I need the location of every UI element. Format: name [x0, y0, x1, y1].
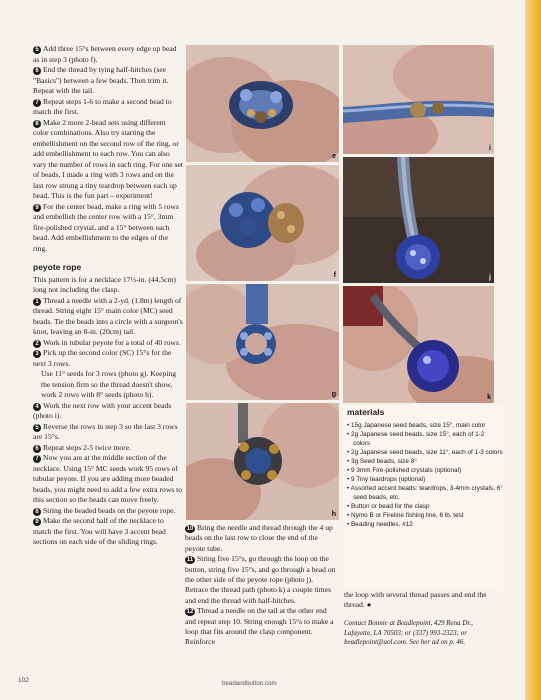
rope-step-8: [33, 506, 183, 517]
rope-step-3-detail: Use 11° seeds for 3 rows (photo g). Keeping the tension firm so the thread doesn't show, work 2 rows with 8° seeds (photo h).: [41, 369, 176, 399]
rope-step-4: [33, 401, 183, 422]
materials-item: • 9 3mm Fire-polished crystals (optional): [347, 467, 462, 474]
step-6: [33, 65, 183, 97]
author-contact: Contact Bonnie at Beadlepoint, 429 Rena Dr., Lafayette, LA 70503; or (337) 993-2323; or beadlepoint@aol.com. See her ad on p. 46.: [344, 618, 473, 647]
step-text: Make 2 more 2-bead sets using different color combinations. Also try starting the embellishment on the second row of the ring, or add embellishment to each row. You can also vary the number of rows in each ring. For one set of beads, I made a ring with 3 rows and on the last row strung a tiny teardrop between each up bead. This is the fun part – experiment!: [33, 117, 183, 200]
end-mark-icon: ●: [366, 600, 372, 610]
rope-step-6: [33, 443, 183, 454]
bead-ring-photo-f-image: [186, 165, 339, 281]
step-number-icon: 8: [33, 508, 41, 516]
step-text: Thread a needle with a 2-yd. (1.8m) length of thread. String eight 15° main color (MC) seed beads. Tie the beads into a circle with a surgeon's knot, leaving an 8-in. (20cm) tail.: [33, 295, 183, 336]
left-text-column: [33, 44, 183, 548]
step-number-icon: 11: [186, 557, 194, 564]
rope-step-5: [33, 422, 183, 443]
peyote-intro: This pattern is for a necklace 17½-in. (44.5cm) long not including the clasp.: [33, 274, 176, 294]
photo-label-j: j: [489, 274, 491, 281]
step-8: [33, 118, 183, 202]
clasp-button-photo-k-image: [343, 286, 494, 403]
step-number-icon: 7: [33, 99, 41, 107]
step-text: End the thread by tying half-hitches (see "Basics") between a few beads. Then trim it. Repeat with the tail.: [33, 65, 169, 95]
materials-title: materials: [347, 407, 385, 417]
photo-j: [343, 157, 494, 283]
step-number-icon: 6: [33, 67, 41, 75]
step-text: Pick up the second color (SC) 15°s for the next 3 rows.: [33, 348, 172, 368]
bead-ring-photo-e-image: [186, 45, 339, 162]
rope-step-7: [33, 453, 183, 506]
rope-step-1: [33, 296, 183, 338]
step-text: String the beaded beads on the peyote rope.: [43, 505, 176, 515]
step-number-icon: 10: [186, 526, 194, 532]
step-text: Reverse the rows in step 3 so the last 3 rows are 15°s.: [33, 421, 178, 441]
step-5: [33, 44, 183, 65]
step-number-icon: 2: [33, 340, 41, 348]
photo-label-i: i: [489, 145, 491, 152]
photo-i: [343, 45, 494, 154]
step-text: Bring the needle and thread through the 4 up beads on the last row to close the end of the peyote tube.: [185, 523, 333, 553]
middle-text-column: [185, 523, 337, 648]
step-text: String five 15°s, go through the loop on the button, string five 15°s, and go through a bead on the other side of the peyote rope (photo j). Retrace the thread path (photo k) a couple times and end the thread with half-hitches.: [185, 554, 336, 605]
step-text: Add three 15°s between every edge up bead as in step 3 (photo f).: [33, 44, 177, 64]
photo-f: [186, 165, 339, 281]
step-number-icon: 1: [33, 298, 41, 306]
materials-item: • 2g Japanese seed beads, size 15°, each of 1-2 colors: [347, 431, 485, 447]
materials-item: • 9 Tiny teardrops (optional): [347, 476, 426, 483]
materials-item: • 2g Japanese seed beads, size 11°, each of 1-3 colors: [347, 449, 503, 456]
rope-step-12: [185, 606, 337, 648]
step-number-icon: 5: [33, 424, 41, 432]
photo-label-k: k: [487, 394, 491, 401]
materials-box: [343, 405, 503, 590]
step-text: Repeat steps 2-5 twice more.: [43, 442, 131, 452]
section-heading-peyote-rope: peyote rope: [33, 262, 82, 272]
step-text: Work the next row with your accent beads (photo i).: [33, 400, 172, 420]
rope-step-3: [33, 348, 183, 369]
photo-label-f: f: [333, 272, 336, 279]
step-9: [33, 202, 183, 255]
step-number-icon: 4: [33, 403, 41, 411]
peyote-rope-photo-i-image: [343, 45, 494, 154]
page-number: 102: [18, 677, 29, 684]
peyote-tube-photo-g-image: [186, 284, 339, 400]
materials-item: • 3g Seed beads, size 8°: [347, 458, 417, 465]
site-footer: beadandbutton.com: [222, 680, 277, 687]
photo-label-h: h: [331, 511, 336, 518]
page-edge-tab: [525, 0, 541, 700]
rope-step-2: [33, 338, 183, 349]
materials-item: • Beading needles, #12: [347, 521, 413, 528]
photo-label-g: g: [331, 391, 336, 398]
step-text: Thread a needle on the tail at the other end and repeat step 10. String enough 15°s to make a loop that fits around the clasp component. Reinforce: [185, 606, 334, 647]
step-number-icon: 12: [186, 609, 194, 616]
rope-step-10: [185, 523, 337, 554]
materials-item: • Nymo B or Fireline fishing line, 6 lb. test: [347, 512, 464, 519]
right-text-column: [344, 590, 500, 655]
materials-item: • Button or bead for the clasp: [347, 503, 430, 510]
step-number-icon: 9: [33, 518, 41, 526]
rope-step-9: [33, 516, 183, 548]
step-number-icon: 6: [33, 445, 41, 453]
peyote-tube-photo-h-image: [186, 403, 339, 520]
photo-e: [186, 45, 339, 162]
closing-text: the loop with several thread passes and end the thread. ●: [344, 590, 487, 610]
photo-h: [186, 403, 339, 520]
photo-label-e: e: [332, 153, 336, 160]
step-number-icon: 5: [33, 46, 41, 54]
step-text: Work in tubular peyote for a total of 40 rows.: [43, 337, 181, 347]
step-text: Repeat steps 1-6 to make a second bead to match the first.: [33, 96, 172, 116]
materials-list: [343, 421, 503, 529]
step-text: Make the second half of the necklace to match the first. You will have 3 accent bead sections on each side of the sliding rings.: [33, 516, 166, 546]
materials-item: • 15g Japanese seed beads, size 15°, main color: [347, 422, 486, 429]
step-text: For the center bead, make a ring with 5 rows and embellish the center row with a 15°, 3mm fire-polished crystal, and a 15° between each bead. Add embellishment to the edges of the ring.: [33, 201, 179, 253]
rope-step-11: [185, 554, 337, 606]
step-7: [33, 97, 183, 118]
step-number-icon: 9: [33, 204, 41, 212]
step-number-icon: 8: [33, 120, 41, 128]
photo-g: [186, 284, 339, 400]
photo-k: [343, 286, 494, 403]
step-text: Now you are at the middle section of the necklace. Using 15° MC seeds work 95 rows of tubular peyote. If you are adding more beaded beads, you might need to add a few extra rows to this section so the beads can move freely.: [33, 453, 183, 504]
step-number-icon: 3: [33, 350, 41, 358]
step-number-icon: 7: [33, 455, 41, 463]
materials-item: • Assorted accent beads: teardrops, 3-4mm crystals, 6° seed beads, etc.: [347, 485, 503, 501]
clasp-button-photo-j-image: [343, 157, 494, 283]
